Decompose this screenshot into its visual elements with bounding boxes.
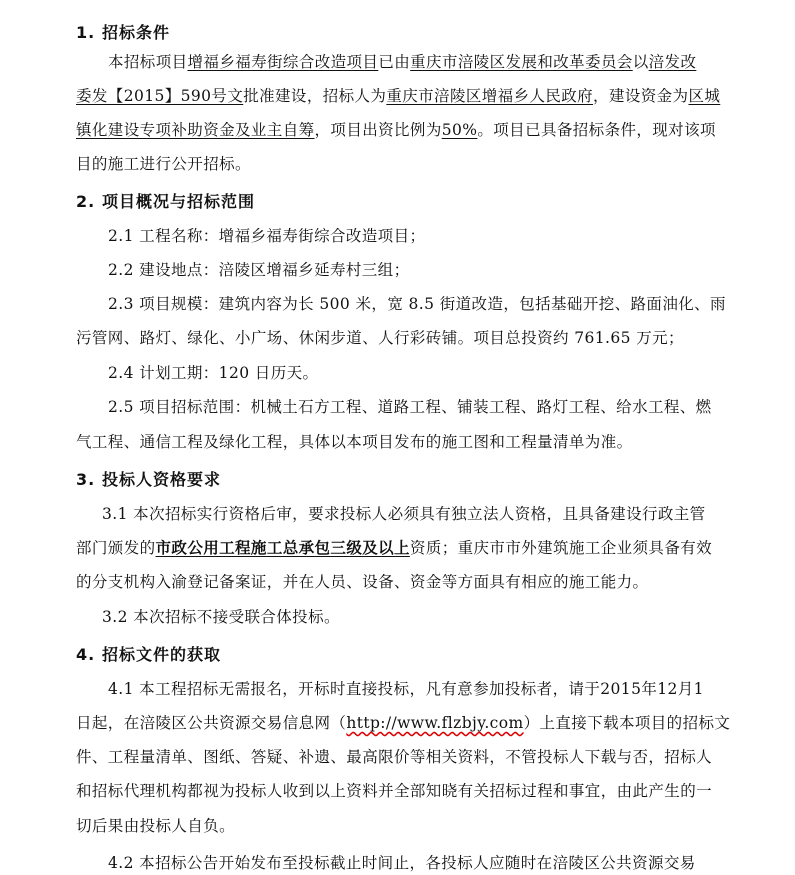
website-link[interactable]: http://www.flzbjy.com: [346, 714, 524, 732]
s4-item-4-1: 4.1 本工程招标无需报名，开标时直接投标，凡有意参加投标者，请于2015年12月1: [108, 680, 704, 698]
s2-item-2-3-cont: 污管网、路灯、绿化、小广场、休闲步道、人行彩砖铺。项目总投资约 761.65 万元；: [76, 329, 684, 347]
s4-item-4-1-cont2: 件、工程量清单、图纸、答疑、补遗、最高限价等相关资料，不管投标人下载与否，招标人: [76, 748, 713, 766]
s1-line-4: 目的施工进行公开招标。: [76, 155, 251, 173]
section-4-heading: 4. 招标文件的获取: [76, 645, 222, 664]
s3-item-3-1-cont: 部门颁发的市政公用工程施工总承包三级及以上资质；重庆市市外建筑施工企业须具备有效: [76, 538, 713, 557]
s4-item-4-1-cont4: 切后果由投标人自负。: [76, 817, 236, 835]
s1-line-3: 镇化建设专项补助资金及业主自筹，项目出资比例为50%。项目已具备招标条件，现对该项: [76, 121, 716, 139]
s3-item-3-1-cont2: 的分支机构入渝登记备案证，并在人员、设备、资金等方面具有相应的施工能力。: [76, 573, 649, 591]
s4-item-4-2: 4.2 本招标公告开始发布至投标截止时间止，各投标人应随时在涪陵区公共资源交易: [108, 854, 696, 872]
s2-item-2-4: 2.4 计划工期：120 日历天。: [108, 364, 319, 382]
s2-item-2-2: 2.2 建设地点：涪陵区增福乡延寿村三组；: [108, 261, 410, 279]
s2-item-2-5-cont: 气工程、通信工程及绿化工程，具体以本项目发布的施工图和工程量清单为准。: [76, 433, 633, 451]
s3-item-3-1: 3.1 本次招标实行资格后审，要求投标人必须具有独立法人资格，且具备建设行政主管: [102, 505, 706, 523]
section-3-heading: 3. 投标人资格要求: [76, 470, 222, 489]
s1-line-2: 委发【2015】590号文批准建设，招标人为重庆市涪陵区增福乡人民政府，建设资金为区城: [76, 87, 721, 105]
section-1-heading: 1. 招标条件: [76, 23, 171, 42]
s1-line-1: 本招标项目增福乡福寿街综合改造项目已由重庆市涪陵区发展和改革委员会以涪发改: [108, 53, 697, 71]
s2-item-2-5: 2.5 项目招标范围：机械土石方工程、道路工程、铺装工程、路灯工程、给水工程、燃: [108, 398, 712, 416]
s2-item-2-3: 2.3 项目规模：建筑内容为长 500 米，宽 8.5 街道改造，包括基础开挖、路面油化、雨: [108, 295, 726, 313]
s3-item-3-2: 3.2 本次招标不接受联合体投标。: [102, 608, 340, 626]
s4-item-4-1-cont: 日起，在涪陵区公共资源交易信息网（http://www.flzbjy.com）上直接下载本项目的招标文: [76, 714, 731, 732]
s2-item-2-1: 2.1 工程名称：增福乡福寿街综合改造项目；: [108, 227, 426, 245]
section-2-heading: 2. 项目概况与招标范围: [76, 192, 256, 211]
s4-item-4-1-cont3: 和招标代理机构都视为投标人收到以上资料并全部知晓有关招标过程和事宜，由此产生的一: [76, 782, 713, 800]
